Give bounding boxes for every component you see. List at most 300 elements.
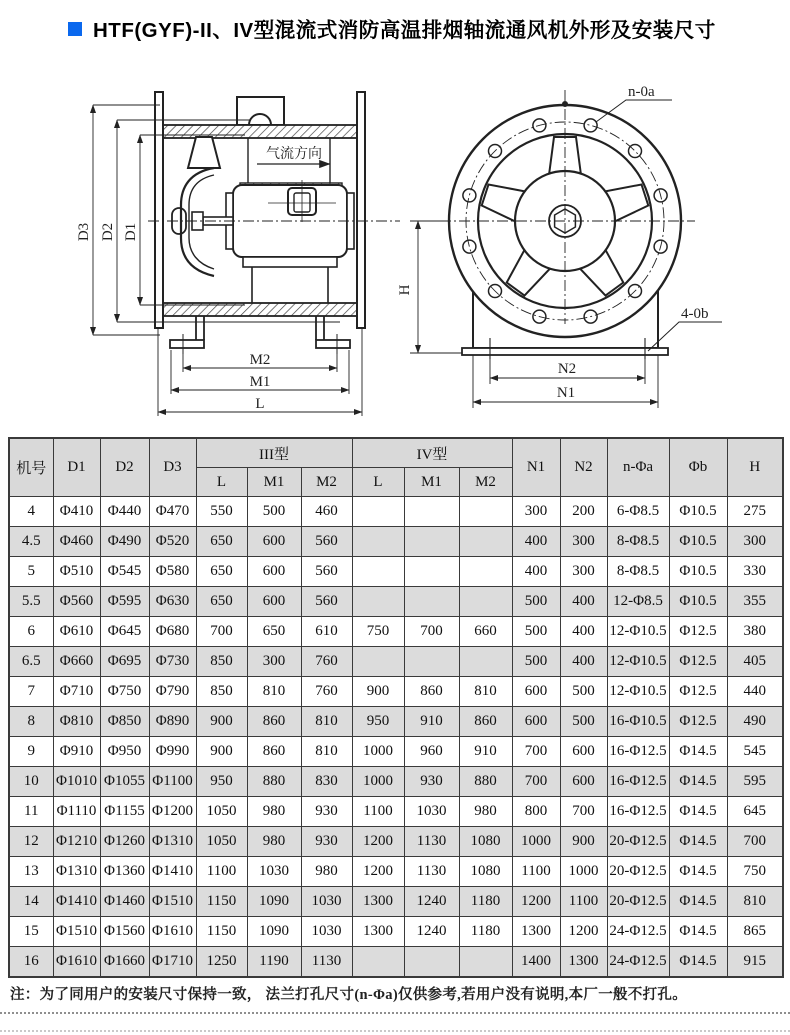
table-cell: Φ1260	[100, 827, 149, 857]
table-row	[9, 527, 783, 557]
table-cell	[459, 947, 512, 978]
table-cell: 700	[727, 827, 783, 857]
bolt-holes-label: n-0a	[628, 84, 655, 100]
table-row	[9, 617, 783, 647]
table-row	[9, 917, 783, 947]
table-cell: 860	[247, 707, 301, 737]
table-cell: 1300	[560, 947, 607, 978]
header-na: n-Φa	[607, 438, 669, 497]
table-cell: 400	[560, 647, 607, 677]
table-cell: Φ660	[53, 647, 100, 677]
table-cell: 850	[196, 647, 247, 677]
table-cell: 1080	[459, 827, 512, 857]
table-cell: 915	[727, 947, 783, 978]
table-cell: Φ910	[53, 737, 100, 767]
table-cell: 550	[196, 497, 247, 527]
table-cell: Φ10.5	[669, 497, 727, 527]
table-cell: Φ790	[149, 677, 196, 707]
table-cell: 650	[196, 587, 247, 617]
table-cell: 1050	[196, 797, 247, 827]
table-cell: 810	[301, 737, 352, 767]
table-cell	[352, 947, 404, 978]
table-cell: 500	[512, 647, 560, 677]
header-iii-m2: M2	[301, 468, 352, 497]
table-cell: 24-Φ12.5	[607, 917, 669, 947]
table-cell: Φ730	[149, 647, 196, 677]
table-cell: Φ460	[53, 527, 100, 557]
table-cell: 1300	[352, 917, 404, 947]
table-cell: 355	[727, 587, 783, 617]
table-cell: 1200	[560, 917, 607, 947]
table-cell: 1080	[459, 857, 512, 887]
table-cell: 12	[9, 827, 53, 857]
table-cell	[459, 647, 512, 677]
table-cell: 500	[560, 677, 607, 707]
table-cell	[352, 587, 404, 617]
table-cell: 1190	[247, 947, 301, 978]
table-cell: Φ14.5	[669, 767, 727, 797]
table-cell	[459, 557, 512, 587]
table-cell: Φ580	[149, 557, 196, 587]
table-cell: 700	[512, 767, 560, 797]
table-cell: Φ680	[149, 617, 196, 647]
table-cell: 1180	[459, 887, 512, 917]
table-cell: 700	[512, 737, 560, 767]
table-cell: 810	[301, 707, 352, 737]
header-iii-m1: M1	[247, 468, 301, 497]
table-cell: 16	[9, 947, 53, 978]
table-cell: 14	[9, 887, 53, 917]
table-cell: 5.5	[9, 587, 53, 617]
table-cell: 1090	[247, 917, 301, 947]
table-row	[9, 737, 783, 767]
table-cell: 300	[727, 527, 783, 557]
table-cell: Φ520	[149, 527, 196, 557]
table-cell: 1180	[459, 917, 512, 947]
table-row	[9, 707, 783, 737]
table-cell: 16-Φ12.5	[607, 767, 669, 797]
table-row	[9, 557, 783, 587]
table-cell: 1100	[512, 857, 560, 887]
base-hole-leader	[648, 322, 722, 351]
table-row	[9, 857, 783, 887]
table-cell: 1000	[560, 857, 607, 887]
table-cell: 15	[9, 917, 53, 947]
dim-label-m1: M1	[249, 374, 271, 390]
table-cell: 6-Φ8.5	[607, 497, 669, 527]
table-cell: 500	[512, 617, 560, 647]
table-cell: Φ610	[53, 617, 100, 647]
table-cell: Φ1010	[53, 767, 100, 797]
table-cell: Φ14.5	[669, 917, 727, 947]
table-cell: Φ750	[100, 677, 149, 707]
table-cell: 930	[301, 827, 352, 857]
table-cell: 960	[404, 737, 459, 767]
table-cell: 645	[727, 797, 783, 827]
table-cell: Φ14.5	[669, 827, 727, 857]
table-cell: 600	[512, 677, 560, 707]
table-cell: 400	[560, 617, 607, 647]
header-h: H	[727, 438, 783, 497]
base-holes-label: 4-0b	[681, 306, 709, 322]
table-cell: 1050	[196, 827, 247, 857]
table-cell: 5	[9, 557, 53, 587]
table-cell: 650	[196, 527, 247, 557]
lifting-lug	[237, 97, 284, 125]
table-cell: Φ1410	[149, 857, 196, 887]
table-cell: 830	[301, 767, 352, 797]
table-cell: 1030	[301, 887, 352, 917]
table-cell: 1200	[352, 857, 404, 887]
table-cell: Φ595	[100, 587, 149, 617]
table-cell: Φ560	[53, 587, 100, 617]
table-cell: 1300	[352, 887, 404, 917]
table-cell: 400	[512, 557, 560, 587]
header-iv-m2: M2	[459, 468, 512, 497]
table-cell: 750	[727, 857, 783, 887]
table-cell: 275	[727, 497, 783, 527]
table-cell: 490	[727, 707, 783, 737]
table-cell: Φ12.5	[669, 617, 727, 647]
table-cell: 950	[352, 707, 404, 737]
table-cell: 600	[247, 587, 301, 617]
dim-label-d3: D3	[76, 222, 92, 242]
table-cell: Φ12.5	[669, 677, 727, 707]
table-cell: 500	[512, 587, 560, 617]
header-b: Φb	[669, 438, 727, 497]
dotted-separator	[0, 1012, 790, 1014]
header-d3: D3	[149, 438, 196, 497]
table-cell: 12-Φ10.5	[607, 677, 669, 707]
table-cell: 660	[459, 617, 512, 647]
table-cell: 1130	[404, 857, 459, 887]
table-cell: 900	[196, 737, 247, 767]
airflow-label: 气流方向	[266, 147, 322, 162]
table-cell: 650	[196, 557, 247, 587]
table-cell: Φ1660	[100, 947, 149, 978]
table-cell: Φ10.5	[669, 527, 727, 557]
table-cell: Φ1610	[53, 947, 100, 978]
dim-label-n1: N1	[556, 385, 576, 401]
table-cell: Φ890	[149, 707, 196, 737]
table-cell: 16-Φ12.5	[607, 737, 669, 767]
table-cell: 1000	[352, 737, 404, 767]
table-cell	[459, 527, 512, 557]
table-cell	[352, 497, 404, 527]
table-cell: Φ14.5	[669, 797, 727, 827]
table-cell: 880	[459, 767, 512, 797]
side-view-drawing	[76, 92, 400, 416]
table-cell: 500	[560, 707, 607, 737]
table-cell: Φ510	[53, 557, 100, 587]
table-cell	[404, 527, 459, 557]
table-cell: 300	[560, 527, 607, 557]
table-cell: Φ1410	[53, 887, 100, 917]
table-cell: 1090	[247, 887, 301, 917]
table-cell	[352, 527, 404, 557]
table-cell: 330	[727, 557, 783, 587]
table-cell: 12-Φ10.5	[607, 617, 669, 647]
table-cell: 545	[727, 737, 783, 767]
header-iv-m1: M1	[404, 468, 459, 497]
table-cell	[404, 947, 459, 978]
table-cell: 460	[301, 497, 352, 527]
header-iv-l: L	[352, 468, 404, 497]
table-cell: 12-Φ10.5	[607, 647, 669, 677]
table-cell: 800	[512, 797, 560, 827]
table-cell: 600	[560, 767, 607, 797]
table-cell: 600	[247, 557, 301, 587]
table-cell: 16-Φ12.5	[607, 797, 669, 827]
table-row	[9, 587, 783, 617]
table-cell	[352, 647, 404, 677]
table-cell: 650	[247, 617, 301, 647]
table-cell: 1250	[196, 947, 247, 978]
table-cell: 700	[196, 617, 247, 647]
table-cell: Φ490	[100, 527, 149, 557]
table-row	[9, 827, 783, 857]
right-flange	[357, 92, 365, 328]
header-iii-l: L	[196, 468, 247, 497]
table-cell: Φ10.5	[669, 587, 727, 617]
table-cell: 980	[247, 797, 301, 827]
table-cell: 860	[247, 737, 301, 767]
table-cell: Φ1310	[149, 827, 196, 857]
header-d1: D1	[53, 438, 100, 497]
table-cell: 850	[196, 677, 247, 707]
technical-drawings	[0, 72, 790, 432]
table-cell: 20-Φ12.5	[607, 857, 669, 887]
table-cell: Φ850	[100, 707, 149, 737]
table-cell	[352, 557, 404, 587]
table-cell: Φ1610	[149, 917, 196, 947]
table-cell: 11	[9, 797, 53, 827]
table-cell: 595	[727, 767, 783, 797]
table-cell: 865	[727, 917, 783, 947]
table-cell: 930	[404, 767, 459, 797]
footnote: 注：为了同用户的安装尺寸保持一致， 法兰打孔尺寸(n-Φa)仅供参考,若用户没有说明,本厂一般不打孔。	[10, 987, 687, 1003]
table-cell: Φ630	[149, 587, 196, 617]
table-cell: Φ1360	[100, 857, 149, 887]
table-cell: 1150	[196, 917, 247, 947]
table-cell: 1100	[560, 887, 607, 917]
table-cell: Φ14.5	[669, 887, 727, 917]
table-cell: 1200	[512, 887, 560, 917]
impeller	[172, 137, 233, 276]
dim-label-d2: D2	[100, 222, 116, 242]
table-cell: Φ12.5	[669, 647, 727, 677]
table-cell: 1240	[404, 917, 459, 947]
table-cell: Φ1210	[53, 827, 100, 857]
table-row	[9, 797, 783, 827]
table-cell	[459, 587, 512, 617]
table-cell: 760	[301, 647, 352, 677]
impeller-blade-top	[188, 137, 220, 168]
table-cell: Φ410	[53, 497, 100, 527]
header-n2: N2	[560, 438, 607, 497]
dimension-table	[8, 437, 784, 978]
table-cell: 1000	[512, 827, 560, 857]
table-cell: Φ695	[100, 647, 149, 677]
table-cell: 10	[9, 767, 53, 797]
table-cell: 400	[560, 587, 607, 617]
table-cell: 400	[512, 527, 560, 557]
header-d2: D2	[100, 438, 149, 497]
table-cell: 810	[247, 677, 301, 707]
table-cell: 810	[459, 677, 512, 707]
table-cell: Φ1560	[100, 917, 149, 947]
table-cell: 8-Φ8.5	[607, 557, 669, 587]
dim-label-d1: D1	[123, 222, 139, 242]
casing-top-wall	[163, 125, 357, 138]
table-cell: 24-Φ12.5	[607, 947, 669, 978]
table-row	[9, 947, 783, 978]
table-cell: 300	[560, 557, 607, 587]
table-cell: 910	[404, 707, 459, 737]
table-cell: 20-Φ12.5	[607, 887, 669, 917]
table-cell: 930	[301, 797, 352, 827]
table-cell: Φ1510	[149, 887, 196, 917]
table-cell: 1100	[352, 797, 404, 827]
table-cell: 600	[247, 527, 301, 557]
table-cell: 8-Φ8.5	[607, 527, 669, 557]
fan-drawings-svg	[0, 72, 790, 432]
table-cell: 1130	[404, 827, 459, 857]
table-cell: 950	[196, 767, 247, 797]
table-cell: Φ645	[100, 617, 149, 647]
header-group-iii: III型	[196, 438, 352, 468]
table-cell: 900	[352, 677, 404, 707]
dim-label-l: L	[255, 396, 265, 412]
table-cell: Φ440	[100, 497, 149, 527]
dim-label-h: H	[397, 284, 413, 296]
table-cell: 300	[512, 497, 560, 527]
table-cell: 860	[404, 677, 459, 707]
table-cell: 1000	[352, 767, 404, 797]
table-cell: 700	[560, 797, 607, 827]
table-cell: 700	[404, 617, 459, 647]
table-cell: Φ1100	[149, 767, 196, 797]
header-jihao: 机号	[9, 438, 53, 497]
table-cell: 760	[301, 677, 352, 707]
table-cell: 8	[9, 707, 53, 737]
table-cell: 300	[247, 647, 301, 677]
header-group-iv: IV型	[352, 438, 512, 468]
table-cell	[459, 497, 512, 527]
table-cell: Φ14.5	[669, 737, 727, 767]
table-cell: 440	[727, 677, 783, 707]
motor	[226, 180, 354, 303]
table-cell: Φ950	[100, 737, 149, 767]
table-cell: 12-Φ8.5	[607, 587, 669, 617]
table-cell: Φ12.5	[669, 707, 727, 737]
table-cell: Φ470	[149, 497, 196, 527]
table-cell: Φ1055	[100, 767, 149, 797]
table-cell: 6	[9, 617, 53, 647]
title-bar	[68, 13, 716, 43]
table-cell: 380	[727, 617, 783, 647]
table-cell: 4.5	[9, 527, 53, 557]
table-cell: Φ1460	[100, 887, 149, 917]
table-cell: 560	[301, 587, 352, 617]
table-cell: 1030	[404, 797, 459, 827]
table-cell: 20-Φ12.5	[607, 827, 669, 857]
table-row	[9, 647, 783, 677]
dim-label-n2: N2	[557, 361, 577, 377]
table-cell: 560	[301, 557, 352, 587]
table-cell: 500	[247, 497, 301, 527]
table-header	[9, 438, 783, 497]
table-cell: 980	[301, 857, 352, 887]
page-title: HTF(GYF)-II、IV型混流式消防高温排烟轴流通风机外形及安装尺寸	[93, 19, 716, 42]
table-cell: 880	[247, 767, 301, 797]
table-cell: Φ1510	[53, 917, 100, 947]
table-cell	[404, 587, 459, 617]
table-cell: Φ1110	[53, 797, 100, 827]
table-cell: Φ810	[53, 707, 100, 737]
left-flange	[155, 92, 163, 328]
table-cell: 810	[727, 887, 783, 917]
table-cell: Φ545	[100, 557, 149, 587]
table-cell: 1200	[352, 827, 404, 857]
table-row	[9, 677, 783, 707]
table-cell	[404, 557, 459, 587]
table-cell: 600	[512, 707, 560, 737]
table-cell: 405	[727, 647, 783, 677]
table-cell: Φ990	[149, 737, 196, 767]
table-cell: 16-Φ10.5	[607, 707, 669, 737]
table-cell: 860	[459, 707, 512, 737]
table-row	[9, 887, 783, 917]
table-cell: 750	[352, 617, 404, 647]
table-cell: 9	[9, 737, 53, 767]
table-cell: 200	[560, 497, 607, 527]
table-cell: 1300	[512, 917, 560, 947]
title-bullet-icon	[68, 22, 82, 36]
table-cell: 6.5	[9, 647, 53, 677]
table-body	[9, 497, 783, 978]
table-cell	[404, 647, 459, 677]
dotted-separator-light	[0, 1030, 790, 1032]
dim-label-m2: M2	[249, 352, 271, 368]
table-cell: 900	[560, 827, 607, 857]
table-cell: 610	[301, 617, 352, 647]
table-cell: 1030	[301, 917, 352, 947]
table-row	[9, 497, 783, 527]
table-cell: Φ1155	[100, 797, 149, 827]
table-cell: 900	[196, 707, 247, 737]
table-cell: 980	[459, 797, 512, 827]
table-cell: 1030	[247, 857, 301, 887]
table-cell: Φ14.5	[669, 857, 727, 887]
table-cell: Φ14.5	[669, 947, 727, 978]
table-cell	[404, 497, 459, 527]
table-cell: 600	[560, 737, 607, 767]
table-cell: Φ1310	[53, 857, 100, 887]
table-cell: Φ710	[53, 677, 100, 707]
table-cell: 1100	[196, 857, 247, 887]
table-cell: Φ1200	[149, 797, 196, 827]
table-cell: 560	[301, 527, 352, 557]
table-cell: 13	[9, 857, 53, 887]
table-cell: 1150	[196, 887, 247, 917]
header-n1: N1	[512, 438, 560, 497]
table-cell: 910	[459, 737, 512, 767]
table-cell: 1130	[301, 947, 352, 978]
top-tick	[562, 101, 568, 107]
table-cell: Φ1710	[149, 947, 196, 978]
table-cell: Φ10.5	[669, 557, 727, 587]
